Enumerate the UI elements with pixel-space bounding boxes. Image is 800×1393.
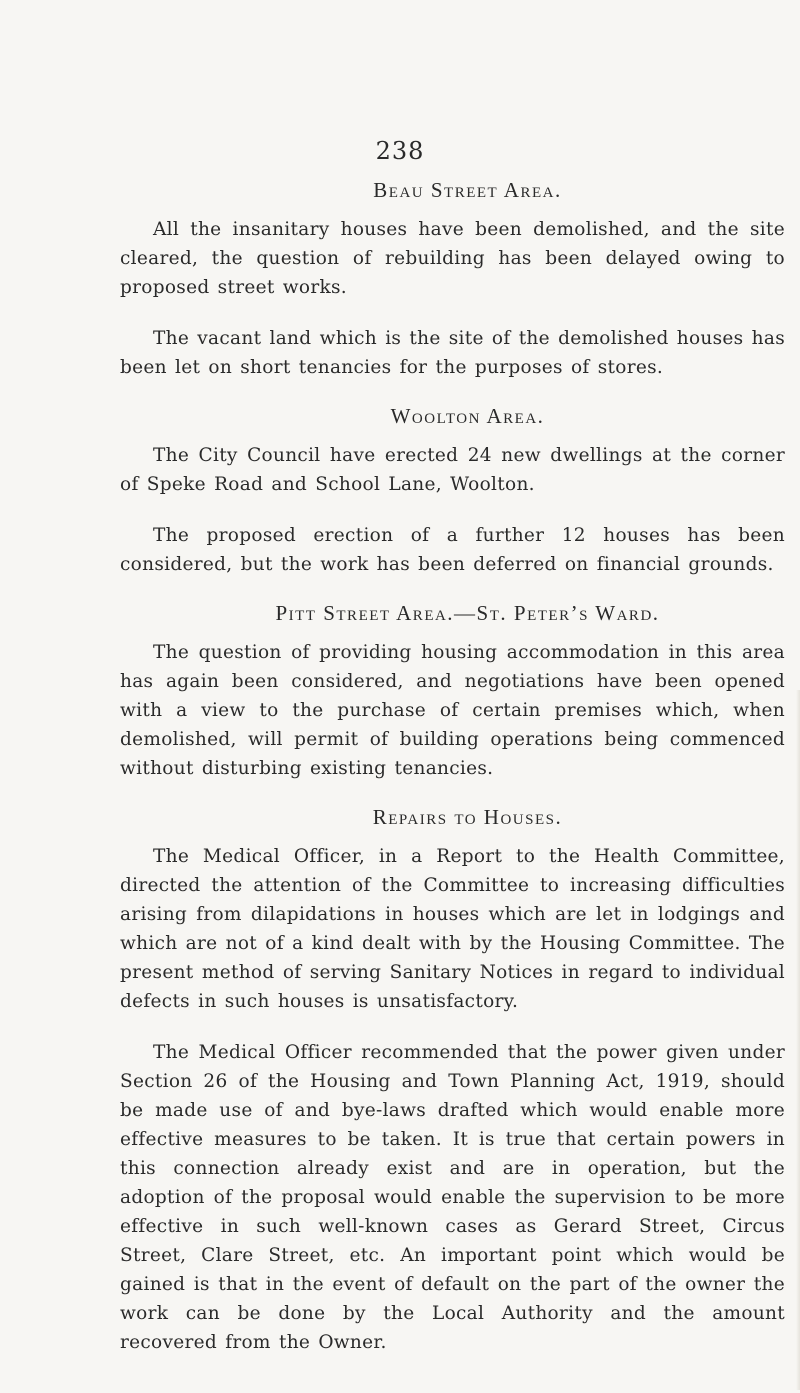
paragraph: The proposed erection of a further 12 houses has been considered, but the work has been deferred on financial grounds. (120, 525, 785, 575)
section-heading: Woolton Area. (390, 404, 545, 428)
paragraph: The Medical Officer recommended that the power given under Section 26 of the Housing and Town Planning Act, 1919, should be made use of and bye-laws drafted which would enable more effective measures to be taken. It is true that certain powers in this connection already exist and are in operation, but the adoption of the proposal would enable the supervision to be more effective in such well-known cases as Gerard Street, Circus Street, Clare Street, etc. An important point which would be gained is that in the event of default on the part of the owner the work can be done by the Local Authority and the amount recovered from the Owner. (120, 1042, 785, 1353)
section-heading: Pitt Street Area.—St. Peter’s Ward. (275, 601, 660, 625)
section-heading: Repairs to Houses. (372, 805, 563, 829)
paragraph: The vacant land which is the site of the demolished houses has been let on short tenancies for the purposes of stores. (120, 328, 785, 378)
paragraph: The Medical Officer, in a Report to the Health Committee, directed the attention of the Committee to increasing difficulties arising from dilapidations in houses which are let in lodgings and which are not of a kind dealt with by the Housing Committee. The present method of serving Sanitary Notices in regard to individual defects in such houses is unsatisfactory. (120, 846, 785, 1012)
page-number: 238 (375, 137, 425, 165)
document-body (120, 178, 785, 1379)
page-edge-shadow (796, 690, 800, 1390)
section-repairs (120, 805, 785, 1357)
section-pitt-street (120, 601, 785, 783)
paragraph: The City Council have erected 24 new dwellings at the corner of Speke Road and School Lane, Woolton. (120, 445, 785, 495)
section-woolton (120, 404, 785, 579)
section-heading: Beau Street Area. (373, 178, 562, 202)
section-beau-street (120, 178, 785, 382)
paragraph: The question of providing housing accommodation in this area has again been considered, and negotiations have been opened with a view to the purchase of certain premises which, when demolished, will permit of building operations being commenced without disturbing existing tenancies. (120, 642, 785, 779)
paragraph: All the insanitary houses have been demolished, and the site cleared, the question of rebuilding has been delayed owing to proposed street works. (120, 219, 785, 298)
